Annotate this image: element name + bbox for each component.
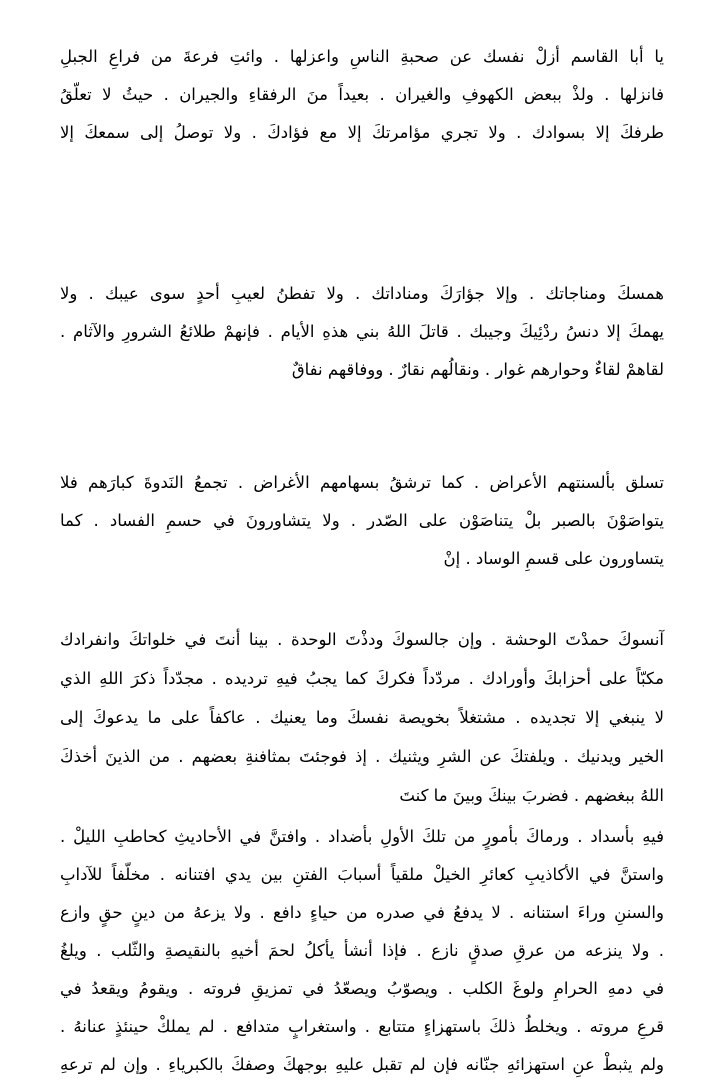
text-line: يهمكَ إلا دنسُ ردْئِيكَ وجيبك . قاتلَ اللهُ بني هذهِ الأيام . فإنهمْ طلائعُ الشرورِ والآثام .	[60, 322, 664, 341]
text-line: ولم يثبطْ عنِ استهزائهِ جنّانه فإن لم تقبل عليهِ بوجهكَ وصفكَ بالكبرياءِ . وإن لم ترعهِ	[60, 1055, 664, 1074]
text-line: فيهِ بأسداد . ورماكَ بأمورٍ من تلكَ الأولِ بأضداد . وافتنَّ في الأحاديثِ كحاطبِ الليلْ .	[60, 827, 664, 846]
text-line: لقاهمْ لقاءٌ وحوارهم غوار . ونقالُهم نقارٌ . ووفاقهم نفاقٌ	[291, 360, 664, 379]
text-line: في دمهِ الحرامِ ولوغَ الكلب . ويصوّبُ ويصعّدُ في تمزيقِ فروته . ويقومُ ويقعدُ في	[60, 979, 664, 998]
text-line: يا أبا القاسم أزلْ نفسك عن صحبةِ الناسِ واعزلها . وائتِ فرعةَ من فراعِ الجبلِ	[60, 47, 664, 66]
text-line: يتواصَوْنَ بالصبر بلْ يتناصَوْن على الصّدر . ولا يتشاورونَ في حسمِ الفساد . كما	[60, 511, 664, 530]
text-line: تسلق بألسنتهم الأعراض . كما ترشقُ بسهامهم الأغراض . تجمعُ النَدوةَ كبارَهم فلا	[60, 473, 664, 492]
text-line: آنسوكَ حمدْتَ الوحشة . وإن جالسوكَ ودذْتَ الوحدة . بينا أنتَ في خلواتكَ وانفرادك	[60, 630, 664, 649]
text-line: طرفكَ إلا بسوادك . ولا تجري مؤامرتكَ إلا مع فؤادكَ . ولا توصلُ إلى سمعكَ إلا	[60, 123, 664, 142]
text-line: والسننِ وراءَ استنانه . لا يدفعُ في صدره من حياءٍ دافع . ولا يزعهُ من دينٍ حقٍ وازع	[60, 903, 664, 922]
text-line: واستنَّ في الأكاذيبِ كعائرِ الخيلْ ملقياً أسبابَ الفتنِ بين يدي افتنانه . مخلّفاً للآدابِ	[60, 865, 664, 884]
text-line: الخير ويدنيك . ويلفتكَ عن الشرِ ويثنيك . إذ فوجئتَ بمثافنةِ بعضهم . من الذينَ أخذكَ	[60, 747, 664, 766]
text-line: فانزلها . ولذْ ببعض الكهوفِ والغيران . بعيداً منَ الرفقاءِ والجيران . حيثُ لا تعلّقُ	[60, 85, 664, 104]
text-line: قرعِ مروته . ويخلطُ ذلكَ باستهزاءٍ متتابع . واستغرابٍ متدافع . لم يملكْ حينئذٍ عنانهُ .	[60, 1017, 664, 1036]
text-line: همسكَ ومناجاتك . وإلا جؤارَكَ ومناداتك . ولا تفطنُ لعيبِ أحدٍ سوى عيبك . ولا	[60, 284, 664, 303]
text-line: اللهُ ببغضهم . فضربَ بينكَ وبينَ ما كنتَ	[399, 786, 664, 805]
text-line: لا ينبغي إلا تجديده . مشتغلاً بخويصة نفسكَ وما يعنيك . عاكفاً على ما يدعوكَ إلى	[60, 708, 664, 727]
text-line: مكبّاً على أحزابكَ وأورادك . مردّداً فكركَ كما يجبُ فيهِ ترديده . مجدّداً ذكرَ اللهِ الذي	[60, 669, 664, 688]
text-line: . ولا ينزعه من عرقِ صدقٍ نازع . فإذا أنشأ يأكلُ لحمَ أخيهِ بالنقيصةِ والثّلب . ويلغُ	[60, 941, 664, 960]
text-line: يتساورون على قسمِ الوساد . إنْ	[443, 549, 664, 568]
